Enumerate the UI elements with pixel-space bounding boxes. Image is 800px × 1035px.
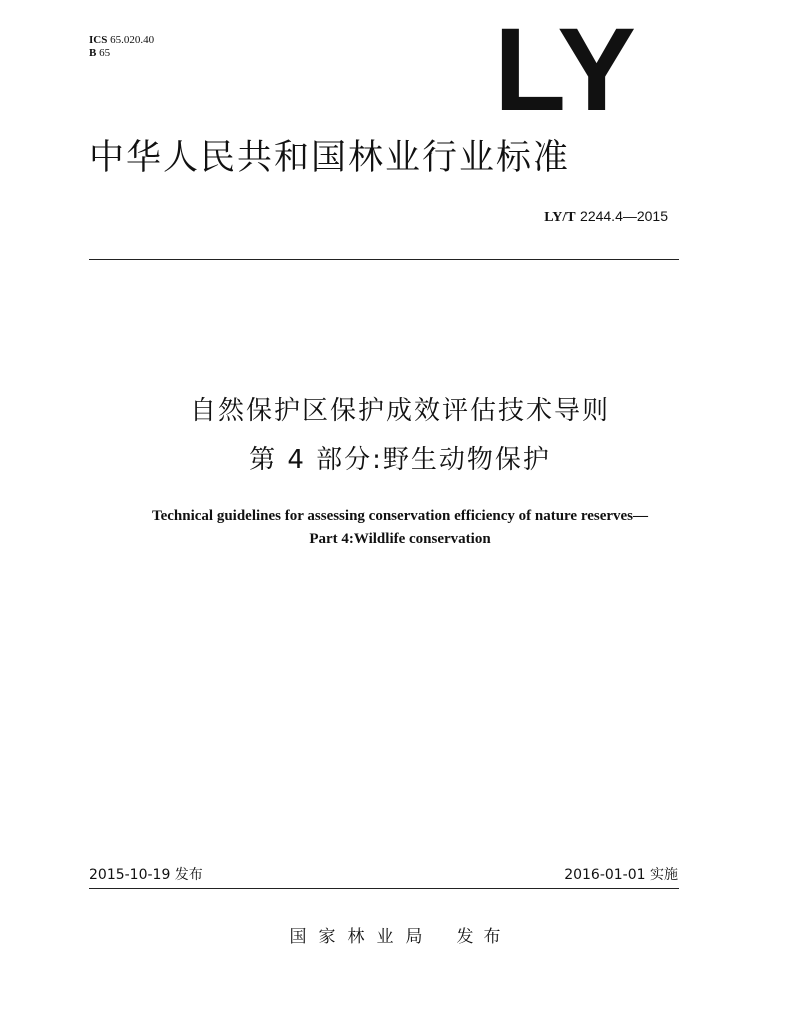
issue-date: 2015-10-19 发布 <box>89 867 203 883</box>
classification-codes <box>89 34 154 60</box>
standard-number <box>544 207 668 227</box>
title-cn-line2: 第 4 部分:野生动物保护 <box>249 445 551 475</box>
issue-action: 发布 <box>456 927 511 947</box>
industry-standard-title: 中华人民共和国林业行业标准 <box>89 138 571 178</box>
issuing-organization: 国家林业局 <box>289 927 435 947</box>
ccs-code: B 65 <box>89 47 111 59</box>
ly-logo: LY <box>494 4 638 136</box>
title-en-line2: Part 4:Wildlife conservation <box>309 531 491 547</box>
title-cn-line1: 自然保护区保护成效评估技术导则 <box>189 396 610 426</box>
title-en-line1: Technical guidelines for assessing conservation efficiency of nature reserves— <box>151 508 649 524</box>
ics-code: ICS 65.020.40 <box>89 34 155 46</box>
bottom-divider <box>89 888 679 889</box>
standard-number-value: 2244.4—2015 <box>580 208 668 224</box>
issuer <box>0 926 800 948</box>
implementation-date: 2016-01-01 实施 <box>564 867 678 883</box>
top-divider <box>89 259 679 260</box>
standard-code: LY/T <box>544 210 576 225</box>
